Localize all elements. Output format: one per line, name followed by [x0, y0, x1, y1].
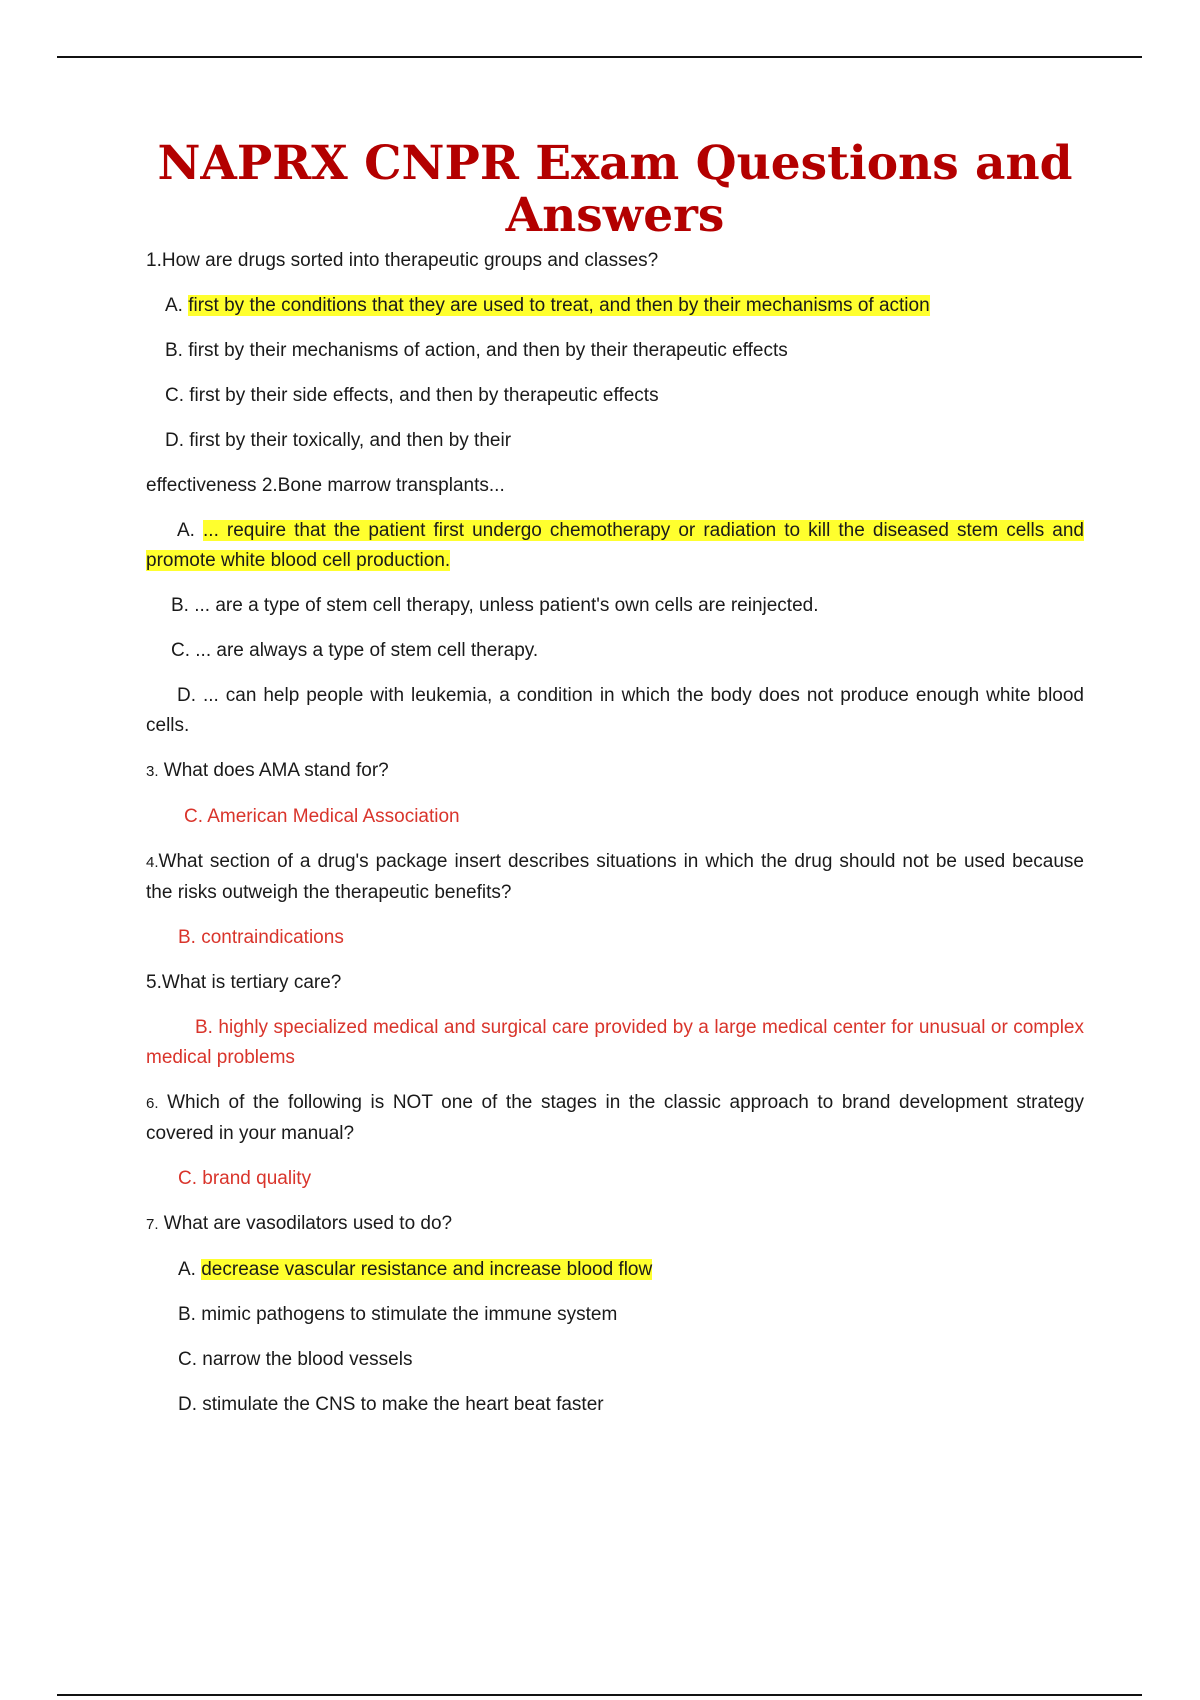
question-text: What are vasodilators used to do?	[158, 1213, 453, 1234]
question-2-option-b: B. ... are a type of stem cell therapy, unless patient's own cells are reinjected.	[171, 595, 819, 616]
option-prefix: A.	[165, 295, 189, 316]
question-1-option-b: B. first by their mechanisms of action, and then by their therapeutic effects	[165, 340, 788, 361]
question-2: effectiveness 2.Bone marrow transplants...	[146, 475, 505, 496]
highlighted-answer: decrease vascular resistance and increase blood flow	[201, 1259, 653, 1280]
question-text: Which of the following is NOT one of the stages in the classic approach to brand development strategy covered in your manual?	[146, 1092, 1084, 1144]
option-prefix: A.	[177, 520, 204, 541]
question-1-option-c: C. first by their side effects, and then by therapeutic effects	[165, 385, 659, 406]
bottom-rule	[57, 1694, 1142, 1696]
top-rule	[57, 56, 1142, 58]
question-6	[146, 1088, 1084, 1149]
question-7	[146, 1209, 1084, 1240]
question-2-option-c: C. ... are always a type of stem cell therapy.	[171, 640, 539, 661]
document-title: NAPRX CNPR Exam Questions and Answers	[157, 136, 1073, 243]
question-4	[146, 847, 1084, 908]
highlighted-answer: ... require that the patient first undergo chemotherapy or radiation to kill the diseased stem cells and promote white blood cell production.	[146, 520, 1084, 571]
question-number: 6.	[146, 1095, 159, 1112]
question-6-answer: C. brand quality	[178, 1168, 312, 1189]
question-1: 1.How are drugs sorted into therapeutic groups and classes?	[146, 250, 659, 271]
question-number: 3.	[146, 763, 159, 780]
question-7-option-d: D. stimulate the CNS to make the heart beat faster	[178, 1394, 604, 1415]
option-prefix: A.	[178, 1259, 202, 1280]
question-7-option-b: B. mimic pathogens to stimulate the immune system	[178, 1304, 618, 1325]
question-text: What section of a drug's package insert describes situations in which the drug should not be used because the risks outweigh the therapeutic benefits?	[146, 851, 1084, 903]
question-5: 5.What is tertiary care?	[146, 972, 342, 993]
question-7-option-c: C. narrow the blood vessels	[178, 1349, 413, 1370]
question-3	[146, 756, 1084, 787]
question-2-option-d: D. ... can help people with leukemia, a condition in which the body does not produce enough white blood cells.	[146, 685, 1084, 736]
question-1-option-d: D. first by their toxically, and then by their	[165, 430, 512, 451]
question-1-option-a	[146, 291, 1084, 321]
question-2-option-a	[146, 516, 1084, 576]
question-text: What does AMA stand for?	[158, 760, 389, 781]
document-page	[146, 138, 1084, 1435]
highlighted-answer: first by the conditions that they are used to treat, and then by their mechanisms of action	[188, 295, 930, 316]
question-7-option-a	[146, 1255, 1084, 1285]
question-5-answer: B. highly specialized medical and surgical care provided by a large medical center for unusual or complex medical problems	[146, 1017, 1084, 1068]
question-3-answer: C. American Medical Association	[184, 806, 460, 827]
question-4-answer: B. contraindications	[178, 927, 344, 948]
question-number: 4.	[146, 854, 159, 871]
question-number: 7.	[146, 1216, 159, 1233]
